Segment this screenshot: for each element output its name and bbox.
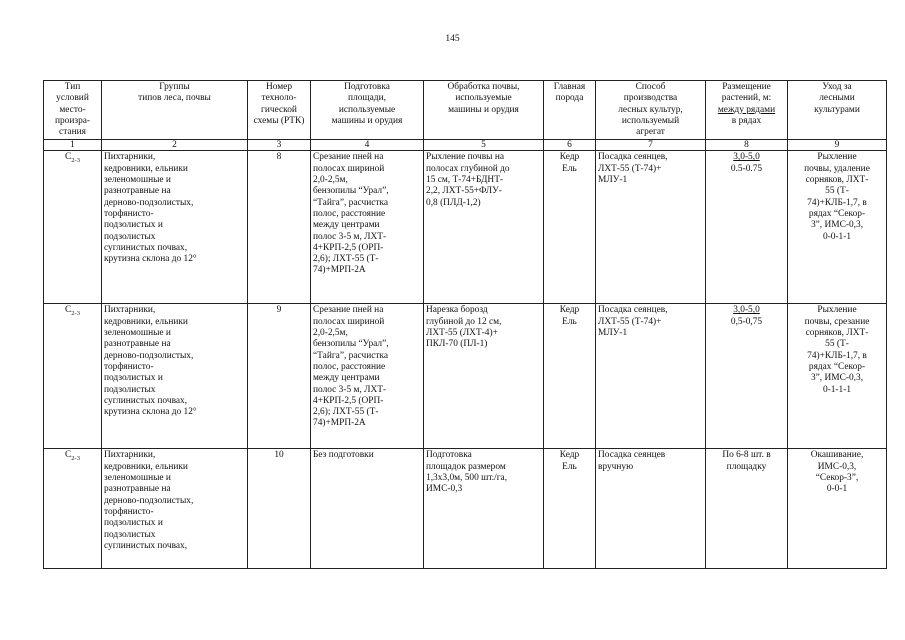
site-type-subscript: 2-3 [71, 455, 80, 463]
forest-groups-cell: Пихтарники, кедровники, ельники зеленомошные и разнотравные на дерново-подзолистых, торфянисто- подзолистых и подзолистых суглинистых почвах, крутизна склона до 12° [102, 151, 248, 304]
site-type-letter: С [65, 152, 72, 163]
header-placement-label: Размещение растений, м: [721, 82, 772, 104]
placement-in-rows: 0,5-0,75 [730, 316, 763, 327]
column-number: 6 [544, 140, 596, 151]
header-placement-in-rows: в рядах [731, 115, 762, 126]
preparation-cell: Срезание пней на полосах шириной 2,0-2,5м, бензопилы “Урал”, “Тайга”, расчистка полос, расстояние между центрами полос 3-5 м, ЛХТ- 4+КРП-2,5 (ОРП- 2,6); ЛХТ-55 (Т- 74)+МРП-2А [311, 151, 424, 304]
column-number: 5 [424, 140, 544, 151]
soil-treatment-cell: Нарезка борозд глубиной до 12 см, ЛХТ-55 (ЛХТ-4)+ ПКЛ-70 (ПЛ-1) [424, 304, 544, 449]
site-type-letter: С [65, 450, 72, 461]
column-number: 9 [788, 140, 887, 151]
scheme-number-cell: 10 [248, 449, 311, 569]
forest-culture-table [43, 80, 887, 569]
placement-per-plot: По 6-8 шт. в площадку [722, 450, 771, 472]
site-type-letter: С [65, 305, 72, 316]
preparation-cell: Без подготовки [311, 449, 424, 569]
column-number: 4 [311, 140, 424, 151]
forest-groups-cell: Пихтарники, кедровники, ельники зеленомошные и разнотравные на дерново-подзолистых, торфянисто- подзолистых и подзолистых суглинистых почвах, [102, 449, 248, 569]
placement-cell [706, 151, 788, 304]
header-forest-groups: Группы типов леса, почвы [102, 81, 248, 140]
culture-care-cell: Окашивание, ИМС-0,3, “Секор-3”, 0-0-1 [788, 449, 887, 569]
preparation-cell: Срезание пней на полосах шириной 2,0-2,5м, бензопилы “Урал”, “Тайга”, расчистка полос, расстояние между центрами полос 3-5 м, ЛХТ- 4+КРП-2,5 (ОРП- 2,6); ЛХТ-55 (Т- 74)+МРП-2А [311, 304, 424, 449]
header-planting-method: Способ производства лесных культур, используемый агрегат [596, 81, 706, 140]
planting-method-cell: Посадка сеянцев, ЛХТ-55 (Т-74)+ МЛУ-1 [596, 304, 706, 449]
site-type-subscript: 2-3 [71, 310, 80, 318]
table-row [44, 304, 887, 449]
column-number: 3 [248, 140, 311, 151]
column-number-row [44, 140, 887, 151]
placement-cell [706, 304, 788, 449]
placement-between-rows: 3,0-5,0 [733, 305, 760, 316]
soil-treatment-cell: Рыхление почвы на полосах глубиной до 15 см, Т-74+БДНТ- 2,2, ЛХТ-55+ФЛУ- 0,8 (ПЛД-1,2) [424, 151, 544, 304]
header-placement-between-rows: между рядами [717, 104, 776, 115]
header-soil-treatment: Обработка почвы, используемые машины и орудия [424, 81, 544, 140]
culture-care-cell: Рыхление почвы, удаление сорняков, ЛХТ- 55 (Т- 74)+КЛБ-1,7, в рядах “Секор- 3”, ИМС-0,3, 0-0-1-1 [788, 151, 887, 304]
site-type-subscript: 2-3 [71, 157, 80, 165]
header-main-species: Главная порода [544, 81, 596, 140]
main-species-cell: Кедр Ель [544, 449, 596, 569]
placement-between-rows: 3,0-5,0 [733, 152, 760, 163]
planting-method-cell: Посадка сеянцев, ЛХТ-55 (Т-74)+ МЛУ-1 [596, 151, 706, 304]
site-type-cell [44, 449, 102, 569]
header-area-preparation: Подготовка площади, используемые машины и орудия [311, 81, 424, 140]
main-species-cell: Кедр Ель [544, 151, 596, 304]
main-species-cell: Кедр Ель [544, 304, 596, 449]
scheme-number-cell: 8 [248, 151, 311, 304]
header-site-type: Тип условий место- произра- стания [44, 81, 102, 140]
column-number: 8 [706, 140, 788, 151]
header-row [44, 81, 887, 140]
forest-groups-cell: Пихтарники, кедровники, ельники зеленомошные и разнотравные на дерново-подзолистых, торфянисто- подзолистых и подзолистых суглинистых почвах, крутизна склона до 12° [102, 304, 248, 449]
column-number: 7 [596, 140, 706, 151]
table-row [44, 151, 887, 304]
soil-treatment-cell: Подготовка площадок размером 1,3х3,0м, 500 шт./га, ИМС-0,3 [424, 449, 544, 569]
placement-cell [706, 449, 788, 569]
table-row [44, 449, 887, 569]
site-type-cell [44, 151, 102, 304]
header-culture-care: Уход за лесными культурами [788, 81, 887, 140]
header-scheme-number: Номер техноло- гической схемы (РТК) [248, 81, 311, 140]
site-type-cell [44, 304, 102, 449]
column-number: 1 [44, 140, 102, 151]
culture-care-cell: Рыхление почвы, срезание сорняков, ЛХТ- 55 (Т- 74)+КЛБ-1,7, в рядах “Секор- 3”, ИМС-0,3, 0-1-1-1 [788, 304, 887, 449]
header-plant-placement [706, 81, 788, 140]
placement-in-rows: 0.5-0.75 [730, 163, 763, 174]
column-number: 2 [102, 140, 248, 151]
page-number: 145 [445, 34, 460, 44]
planting-method-cell: Посадка сеянцев вручную [596, 449, 706, 569]
scheme-number-cell: 9 [248, 304, 311, 449]
